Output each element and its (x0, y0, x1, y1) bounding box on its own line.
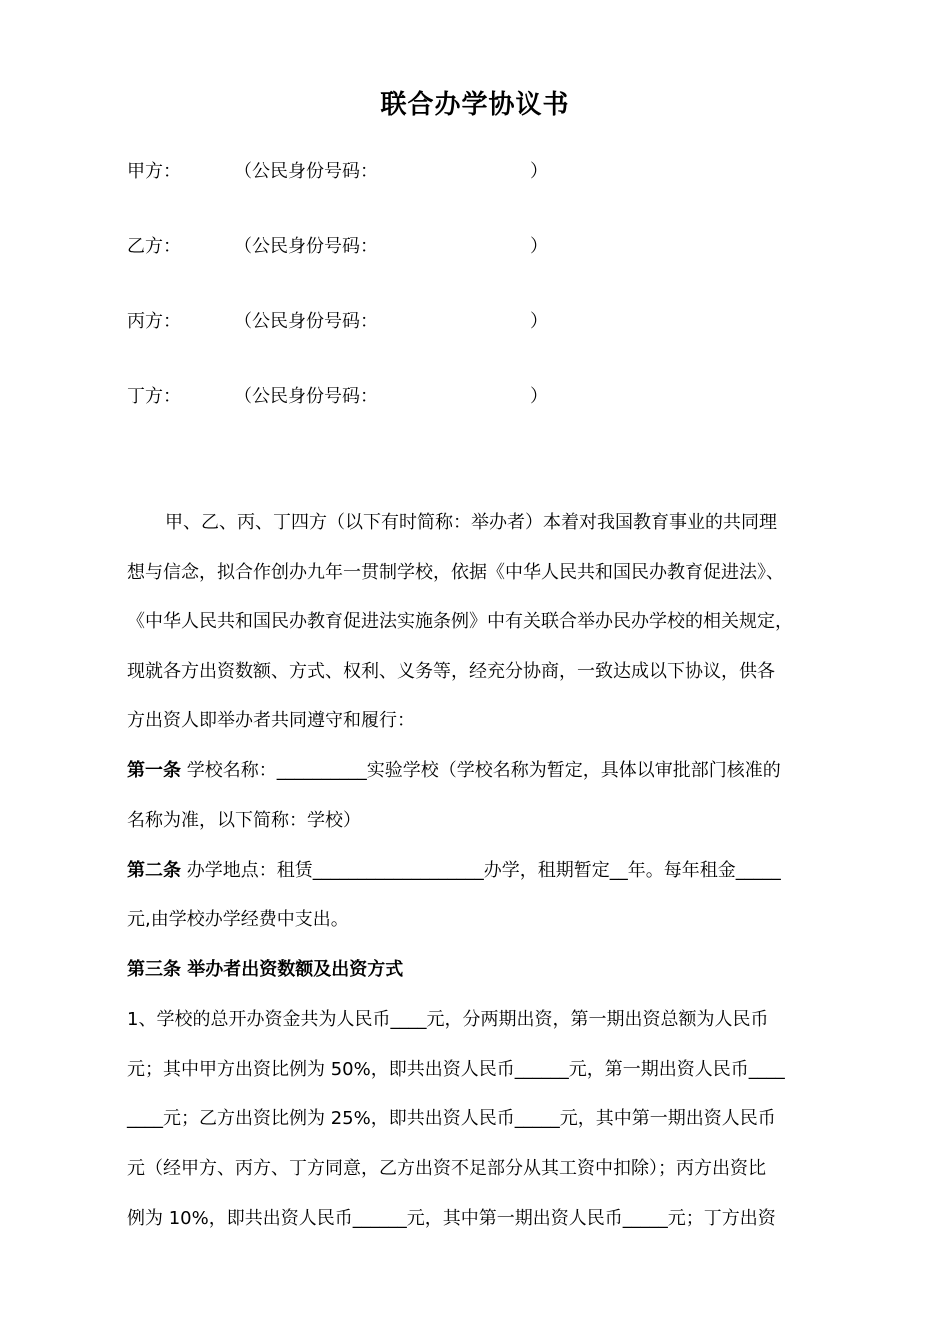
preamble-line: 方出资人即举办者共同遵守和履行： (127, 710, 415, 731)
article-2-line (127, 857, 781, 885)
article-1-heading: 第一条 (127, 760, 181, 781)
party-id-close: ） (530, 161, 548, 182)
page-title: 联合办学协议书 (380, 90, 570, 120)
party-label: 甲方： (127, 161, 181, 182)
party-id-close: ） (530, 236, 548, 257)
party-id-label: （公民身份号码： (234, 236, 378, 257)
article-1-text: 学校名称：__________实验学校（学校名称为暂定，具体以审批部门核准的 (181, 760, 781, 781)
article-3-line: 元（经甲方、丙方、丁方同意，乙方出资不足部分从其工资中扣除）；丙方出资比 (127, 1158, 766, 1179)
article-1-line-2: 名称为准，以下简称：学校） (127, 810, 361, 831)
preamble-line: 甲、乙、丙、丁四方（以下有时简称：举办者）本着对我国教育事业的共同理 (165, 512, 777, 533)
article-3-line: 1、学校的总开办资金共为人民币____元，分两期出资，第一期出资总额为人民币 (127, 1009, 769, 1030)
article-2-line-2: 元,由学校办学经费中支出。 (127, 909, 349, 930)
article-2-heading: 第二条 (127, 860, 181, 881)
party-label: 乙方： (127, 236, 181, 257)
article-3-heading: 第三条 举办者出资数额及出资方式 (127, 959, 404, 980)
party-id-label: （公民身份号码： (234, 161, 378, 182)
party-id-label: （公民身份号码： (234, 386, 378, 407)
party-id-close: ） (530, 311, 548, 332)
article-3-line: ____元；乙方出资比例为 25%，即共出资人民币_____元，其中第一期出资人民币 (127, 1108, 776, 1129)
preamble-line: 《中华人民共和国民办教育促进法实施条例》中有关联合举办民办学校的相关规定， (127, 611, 793, 632)
article-3-line: 元；其中甲方出资比例为 50%，即共出资人民币______元，第一期出资人民币____ (127, 1059, 785, 1080)
party-id-label: （公民身份号码： (234, 311, 378, 332)
article-1-line (127, 757, 781, 785)
article-2-text: 办学地点：租赁___________________办学，租期暂定__年。每年租金_____ (181, 860, 781, 881)
preamble-line: 想与信念，拟合作创办九年一贯制学校，依据《中华人民共和国民办教育促进法》、 (127, 562, 784, 583)
party-label: 丙方： (127, 311, 181, 332)
party-label: 丁方： (127, 386, 181, 407)
article-3-line: 例为 10%，即共出资人民币______元，其中第一期出资人民币_____元；丁方出资 (127, 1208, 776, 1229)
preamble-line: 现就各方出资数额、方式、权利、义务等，经充分协商，一致达成以下协议，供各 (127, 661, 775, 682)
party-id-close: ） (530, 386, 548, 407)
